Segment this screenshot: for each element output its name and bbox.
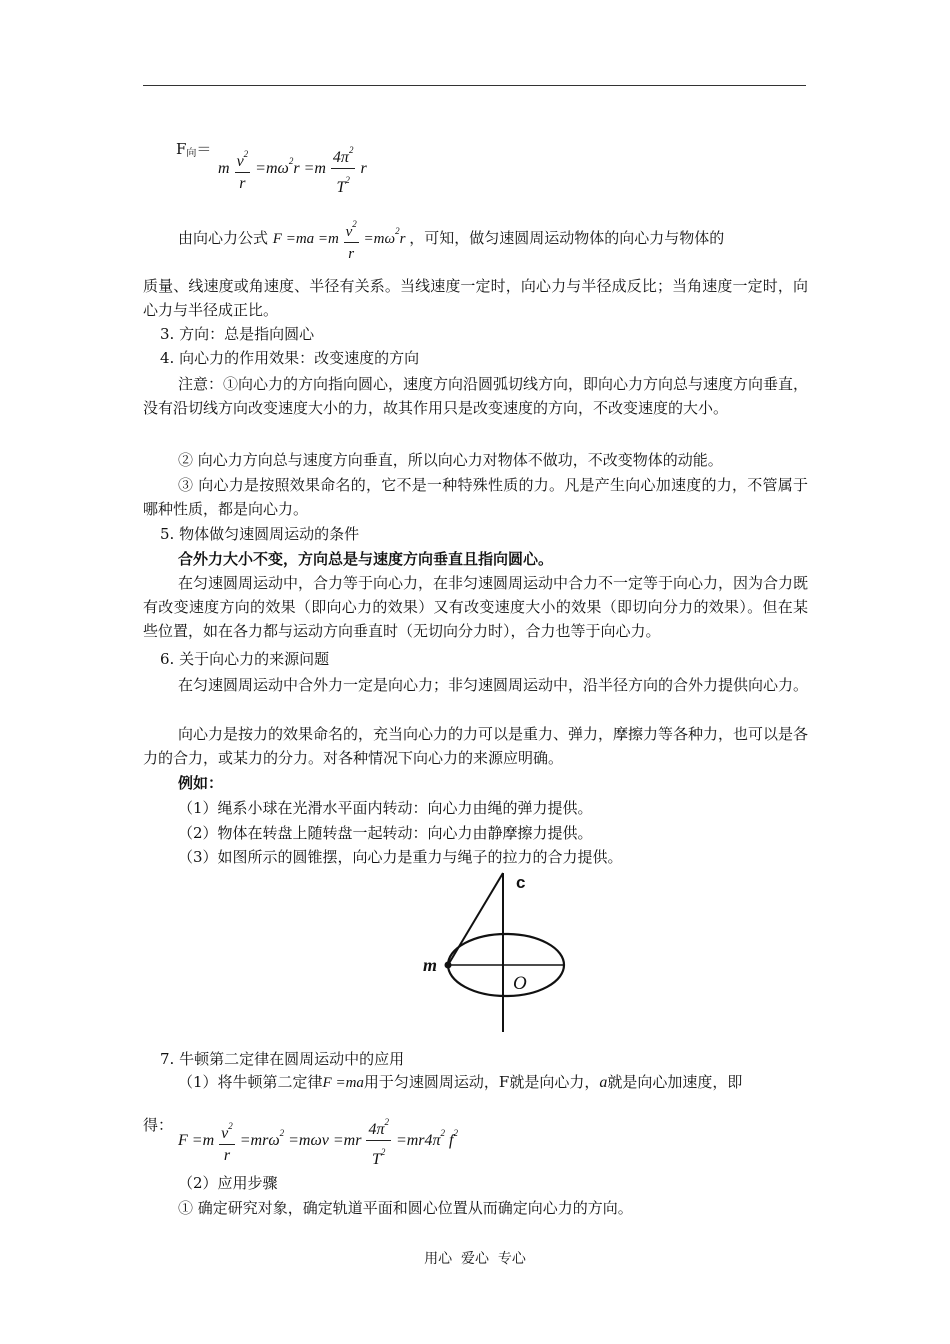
note-1: 注意：①向心力的方向指向圆心，速度方向沿圆弧切线方向，即向心力方向总与速度方向垂直，没有沿切线方向改变速度大小的力，故其作用只是改变速度的方向，不改变速度的大小。 (143, 375, 809, 417)
formula-F: F (176, 140, 187, 158)
header-rule (143, 85, 806, 86)
condition-statement: 合外力大小不变，方向总是与速度方向垂直且指向圆心。 (178, 550, 554, 568)
step-1: ① 确定研究对象，确定轨道平面和圆心位置从而确定向心力的方向。 (178, 1199, 633, 1217)
example-2: （2）物体在转盘上随转盘一起转动：向心力由静摩擦力提供。 (178, 824, 593, 842)
formula-eq: ＝ (196, 140, 212, 158)
mass-ball (445, 962, 452, 969)
newton-formula: F =m $\frac{v^2}{r}$ =mrω$^2$ =mωv =mr $\frac{4\pi^2}{T^2}$ $=mr4\pi^2$ $f^2$ (178, 1112, 458, 1171)
item-5: 5. 物体做匀速圆周运动的条件 (160, 525, 360, 543)
para1-continuation: 质量、线速度或角速度、半径有关系。当线速度一定时，向心力与半径成反比；当角速度一定时，向心力与半径成正比。 (143, 277, 808, 319)
example-heading: 例如： (178, 774, 224, 792)
string-line (448, 873, 503, 965)
formula-centripetal-force (176, 138, 211, 159)
label-c: c (516, 873, 526, 892)
fraction-4pi2-T2: $\frac{4\pi^2}{T^2}$ (331, 140, 356, 199)
fraction-v2-r-2: $\frac{v^2}{r}$ (344, 214, 359, 265)
example-3: （3）如图所示的圆锥摆，向心力是重力与绳子的拉力的合力提供。 (178, 848, 623, 866)
para-5: 在匀速圆周运动中，合力等于向心力，在非匀速圆周运动中合力不一定等于向心力，因为合力既有改变速度方向的效果（即向心力的效果）又有改变速度大小的效果（即切向分力的效果）。但在某些位置，如在各力都与运动方向垂直时（无切向分力时），合力也等于向心力。 (143, 574, 809, 640)
page-footer: 用心 爱心 专心 (424, 1251, 526, 1267)
para-6a: 在匀速圆周运动中合外力一定是向心力；非匀速圆周运动中，沿半径方向的合外力提供向心力。 (178, 676, 809, 694)
section-7-de: 得： (143, 1116, 174, 1134)
para1-line1: 由向心力公式 F =ma =m $\frac{v^2}{r}$ $=m\omega^2r$ ，可知，做匀速圆周运动物体的向心力与物体的 (178, 214, 724, 265)
formula-sub: 向 (186, 148, 197, 159)
item-4: 4. 向心力的作用效果：改变速度的方向 (160, 349, 420, 367)
example-1: （1）绳系小球在光滑水平面内转动：向心力由绳的弹力提供。 (178, 799, 593, 817)
item-6: 6. 关于向心力的来源问题 (160, 650, 330, 668)
note-2: ② 向心力方向总与速度方向垂直，所以向心力对物体不做功，不改变物体的动能。 (178, 451, 723, 469)
label-o: O (513, 973, 527, 994)
conical-pendulum-figure (415, 868, 585, 1038)
section-7-title: 7. 牛顿第二定律在圆周运动中的应用 (160, 1050, 405, 1068)
fraction-v2-r: $\frac{v^2}{r}$ (235, 144, 251, 195)
formula-expression: m $\frac{v^2}{r}$ $=m\omega^2r =m$ $\frac{4\pi^2}{T^2}$ r (218, 140, 367, 199)
item-3: 3. 方向：总是指向圆心 (160, 325, 315, 343)
label-m: m (423, 955, 438, 975)
section-7-line1: （1）将牛顿第二定律F =ma用于匀速圆周运动，F就是向心力，a就是向心加速度，即 (178, 1073, 743, 1091)
note-3: ③ 向心力是按照效果命名的，它不是一种特殊性质的力。凡是产生向心加速度的力，不管属于哪种性质，都是向心力。 (143, 476, 808, 518)
para-6b: 向心力是按力的效果命名的，充当向心力的力可以是重力、弹力，摩擦力等各种力，也可以是各力的合力，或某力的分力。对各种情况下向心力的来源应明确。 (143, 725, 809, 767)
step-title: （2）应用步骤 (178, 1174, 278, 1192)
